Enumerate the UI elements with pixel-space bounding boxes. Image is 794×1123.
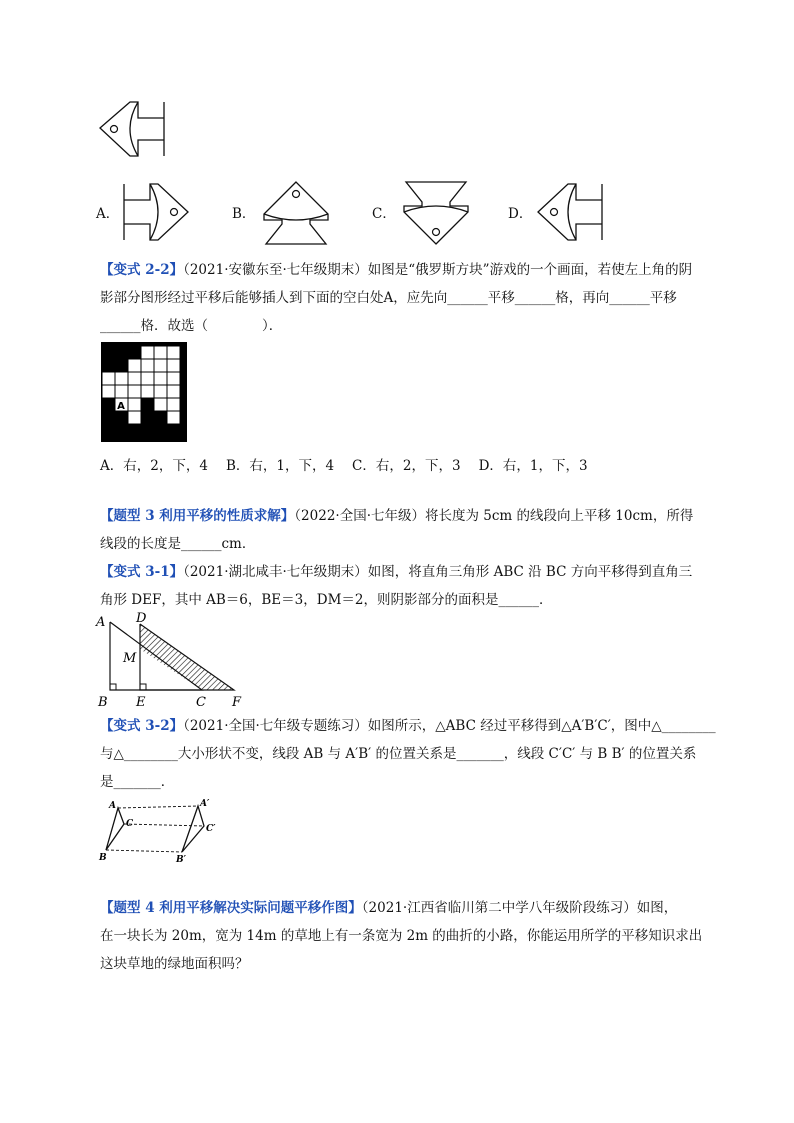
variant-2-2-line2: 影部分图形经过平移后能够插人到下面的空白处A，应先向______平移______格，再向______平移 (100, 290, 677, 306)
label-f: F (232, 695, 242, 710)
label-prism-b-prime: B′ (176, 855, 186, 865)
topic-3-line2: 线段的长度是______cm． (100, 536, 256, 552)
variant-3-2-line1 (100, 716, 716, 736)
label-prism-a: A (109, 801, 116, 811)
label-a: A (96, 615, 106, 630)
variant-3-2-text1: （2021·全国·七年级专题练习）如图所示，△ABC 经过平移得到△A′B′C′，图中△________ (183, 718, 716, 734)
variant-2-2-option-a: A．右，2，下，4 (100, 458, 208, 474)
variant-3-1-line1 (100, 562, 692, 582)
fish-option-a-figure (122, 180, 192, 246)
variant-3-2-line3: 是_______． (100, 774, 175, 790)
fish-option-d-figure (534, 180, 604, 246)
topic-3-line1 (100, 506, 693, 526)
variant-3-1-line2: 角形 DEF，其中 AB＝6，BE＝3，DM＝2，则阴影部分的面积是______． (100, 592, 553, 608)
variant-2-2-text1: （2021·安徽东至·七年级期末）如图是“俄罗斯方块”游戏的一个画面，若使左上角的阴 (183, 262, 693, 278)
label-prism-c: C (126, 819, 134, 829)
triangles-translation-figure (92, 612, 252, 712)
variant-2-2-line1 (100, 260, 692, 280)
variant-2-2-tag: 【变式 2-2】 (100, 262, 184, 278)
fish-option-b-figure (258, 180, 334, 246)
label-b: B (98, 695, 108, 710)
topic-3-text1: （2022·全国·七年级）将长度为 5cm 的线段向上平移 10cm，所得 (294, 508, 694, 524)
topic-4-line3: 这块草地的绿地面积吗？ (100, 956, 249, 972)
label-e: E (136, 695, 146, 710)
variant-2-2-options (100, 456, 588, 476)
label-prism-a-prime: A′ (200, 799, 210, 809)
variant-3-1-tag: 【变式 3-1】 (100, 564, 184, 580)
variant-2-2-option-d: D．右，1，下，3 (478, 458, 588, 474)
topic-4-tag: 【题型 4 利用平移解决实际问题平移作图】 (100, 900, 362, 916)
variant-3-2-line2: 与△________大小形状不变，线段 AB 与 A′B′ 的位置关系是_______，线段 C′C′ 与 B B′ 的位置关系 (100, 746, 697, 762)
topic-4-line1 (100, 898, 677, 918)
variant-3-1-text1: （2021·湖北咸丰·七年级期末）如图，将直角三角形 ABC 沿 BC 方向平移得到直角三 (183, 564, 693, 580)
option-d-label: D． (508, 206, 533, 222)
variant-2-2-option-b: B．右，1，下，4 (225, 458, 335, 474)
variant-3-2-tag: 【变式 3-2】 (100, 718, 184, 734)
label-prism-b: B (99, 853, 107, 863)
fish-original-figure (96, 98, 166, 162)
variant-2-2-line3: ______格．故选（ ）． (100, 318, 283, 334)
variant-2-2-option-c: C．右，2，下，3 (352, 458, 461, 474)
prism-translation-figure (98, 798, 228, 864)
label-prism-c-prime: C′ (206, 824, 216, 834)
label-c: C (196, 695, 206, 710)
tetris-grid-figure (101, 342, 187, 442)
option-a-label: A． (96, 206, 120, 222)
label-m: M (123, 651, 137, 666)
label-d: D (136, 611, 147, 626)
fish-option-c-figure (398, 180, 474, 246)
topic-4-line2: 在一块长为 20m，宽为 14m 的草地上有一条宽为 2m 的曲折的小路，你能运用所学的平移知识求出 (100, 928, 703, 944)
option-b-label: B． (232, 206, 256, 222)
topic-3-tag: 【题型 3 利用平移的性质求解】 (100, 508, 295, 524)
option-c-label: C． (372, 206, 396, 222)
grid-label-a: A (117, 401, 125, 412)
topic-4-text1: （2021·江西省临川第二中学八年级阶段练习）如图， (361, 900, 678, 916)
